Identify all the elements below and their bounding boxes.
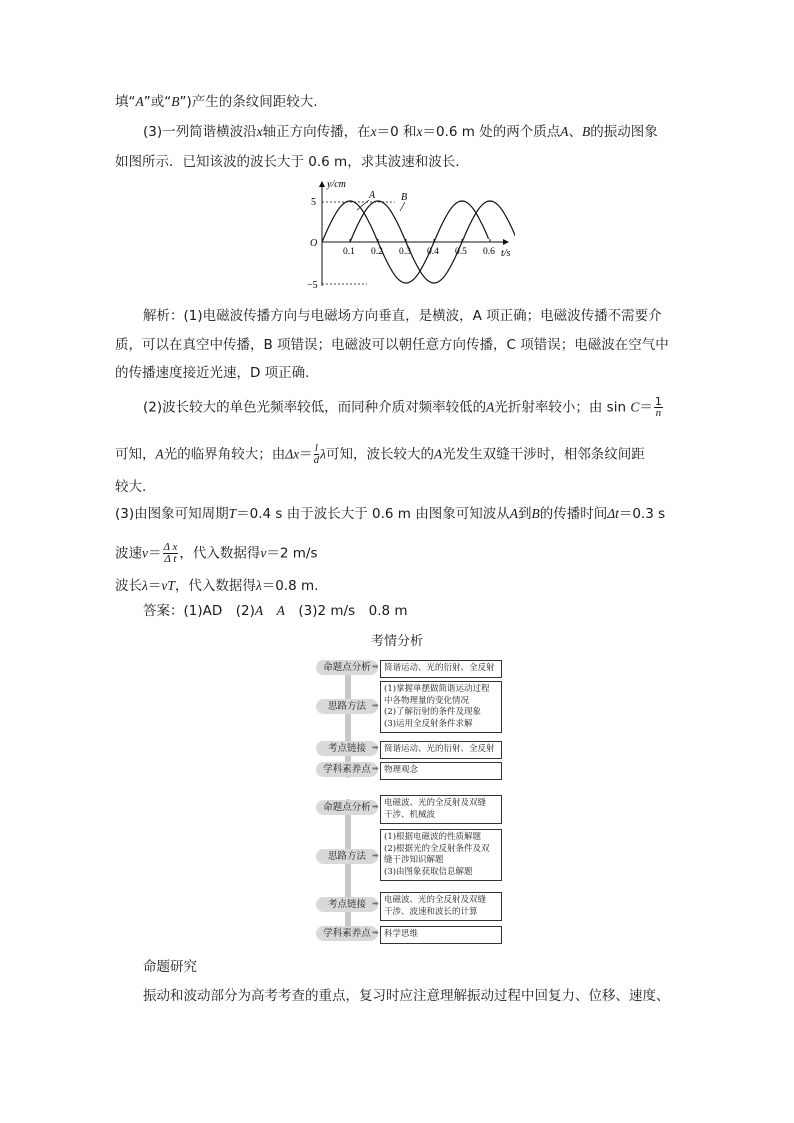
arrow-icon: ➡ [372, 662, 379, 671]
box-line: 干涉、机械波 [384, 809, 436, 820]
x-tick-label: 0.5 [455, 247, 467, 257]
box-line: 简谐运动、光的衍射、全反射 [384, 744, 495, 754]
flowchart-1-spine [345, 660, 351, 778]
solution-line-2: 质，可以在真空中传播，B 项错误；电磁波可以朝任意方向传播，C 项错误；电磁波在空气中 [115, 337, 669, 353]
text-line-1: 填“A”或“B”)产生的条纹间距较大. [115, 94, 318, 110]
arrow-icon: ➡ [372, 701, 379, 710]
solution-line-9: 波长λ＝vT，代入数据得λ＝0.8 m. [115, 578, 319, 594]
fraction-dx-over-dt: $\frac{\text{Δ x}}{\text{Δ t}}$ [163, 541, 178, 565]
flow1-label-analysis: 命题点分析 [316, 660, 378, 675]
box-line: (1)掌握单摆做简谐运动过程 [384, 684, 490, 694]
box-line: (2)根据光的全反射条件及双 [384, 843, 490, 854]
curve-b-pointer [400, 202, 405, 211]
x-tick-label: 0.4 [427, 247, 439, 257]
arrow-icon: ➡ [372, 928, 379, 937]
box-line: 科学思维 [384, 929, 419, 939]
flow1-box-literacy [380, 762, 502, 780]
flow1-box-analysis [380, 660, 502, 678]
x-tick-label: 0.1 [343, 247, 355, 257]
curve-b-label: B [401, 192, 408, 203]
flow2-label-method: 思路方法 [316, 849, 378, 864]
section-heading: 考情分析 [370, 634, 423, 649]
flow2-box-link [380, 892, 502, 921]
y-axis-label: y/cm [327, 179, 346, 190]
vibration-graph [305, 178, 515, 293]
question-3-line-2: 如图所示．已知该波的波长大于 0.6 m，求其波速和波长. [115, 154, 460, 170]
box-line: (1)根据电磁波的性质解题 [384, 832, 482, 842]
x-tick-label: 0.2 [371, 247, 383, 257]
box-line: (2)了解衍射的条件及现象 [384, 707, 482, 717]
y-tick-neg5: −5 [307, 280, 318, 291]
research-heading: 命题研究 [143, 959, 197, 975]
arrow-icon: ➡ [372, 764, 379, 773]
solution-line-4: (2)波长较大的单色光频率较低，而同种介质对频率较低的A光折射率较小；由 sin C＝ $\frac{1}{n}$ [143, 395, 662, 419]
flow2-box-literacy [380, 926, 502, 944]
flow1-box-link [380, 741, 502, 759]
fraction-l-over-d: $\frac{l}{d}$ [313, 442, 320, 466]
box-line: (3)运用全反射条件求解 [384, 718, 473, 729]
flow2-box-method [380, 829, 502, 881]
solution-line-7: (3)由图象可知周期T＝0.4 s 由于波长大于 0.6 m 由图象可知波从A到B的传播时间Δt＝0.3 s [115, 506, 666, 522]
solution-line-5: 可知，A光的临界角较大；由Δx＝ $\frac{l}{d}$ λ可知，波长较大的A光发生双缝干涉时，相邻条纹间距 [115, 442, 645, 466]
solution-line-3: 的传播速度接近光速，D 项正确. [115, 365, 310, 381]
answer-line: 答案：(1)AD (2)A A (3)2 m/s 0.8 m [143, 603, 408, 619]
box-line: 缝干涉知识解题 [384, 855, 444, 865]
x-axis-label: t/s [501, 248, 511, 259]
flow1-box-method [380, 681, 502, 733]
arrow-icon: ➡ [372, 802, 379, 811]
solution-line-6: 较大. [115, 479, 147, 495]
origin-label: O [310, 238, 318, 249]
flow2-label-link: 考点链接 [316, 897, 378, 912]
fraction-1-over-n: $\frac{1}{n}$ [654, 395, 662, 419]
flow1-label-link: 考点链接 [316, 741, 378, 756]
question-3-line-1: (3)一列简谐横波沿x轴正方向传播，在x＝0 和x＝0.6 m 处的两个质点A、B的振动图象 [143, 124, 658, 140]
box-line: 中各物理量的变化情况 [384, 695, 470, 706]
research-line-1: 振动和波动部分为高考考查的重点，复习时应注意理解振动过程中回复力、位移、速度、 [143, 988, 670, 1004]
solution-line-8: 波速v＝ $\frac{\text{Δ x}}{\text{Δ t}}$ ，代入数据得v＝2 m/s [115, 541, 318, 565]
curve-a-label: A [369, 190, 376, 201]
flowchart-2-spine [345, 799, 351, 939]
box-line: 电磁波、光的全反射及双缝 [384, 895, 487, 905]
box-line: 电磁波、光的全反射及双缝 [384, 798, 487, 808]
arrow-icon: ➡ [372, 899, 379, 908]
arrow-icon: ➡ [372, 743, 379, 752]
flow1-label-method: 思路方法 [316, 699, 378, 714]
x-tick-label: 0.6 [483, 247, 495, 257]
box-line: (3)由图象获取信息解题 [384, 866, 473, 877]
arrow-icon: ➡ [372, 851, 379, 860]
flow2-label-analysis: 命题点分析 [316, 800, 378, 815]
y-tick-5: 5 [311, 197, 316, 208]
box-line: 物理观念 [384, 765, 419, 775]
box-line: 简谐运动、光的衍射、全反射 [384, 663, 495, 673]
x-tick-label: 0.3 [399, 247, 411, 257]
flow2-box-analysis [380, 795, 502, 824]
flow2-label-literacy: 学科素养点 [316, 926, 378, 941]
solution-line-1: 解析：(1)电磁波传播方向与电磁场方向垂直，是横波，A 项正确；电磁波传播不需要介 [143, 308, 662, 324]
flow1-label-literacy: 学科素养点 [316, 762, 378, 777]
box-line: 干涉、波速和波长的计算 [384, 906, 478, 917]
